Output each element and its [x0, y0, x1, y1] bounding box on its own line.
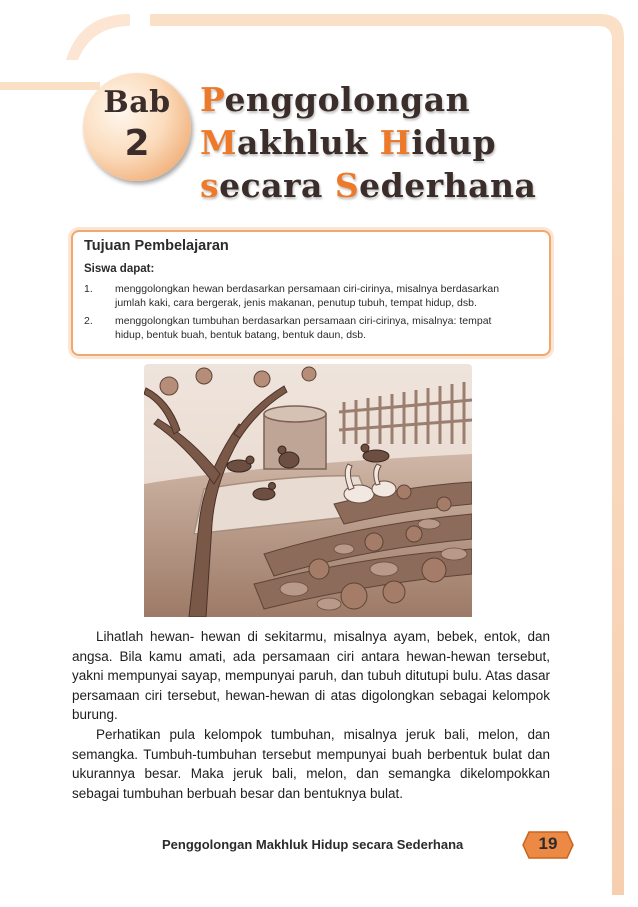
- title-text: idup: [411, 123, 497, 162]
- learning-objectives-box: [71, 230, 551, 356]
- chapter-badge: [83, 73, 191, 181]
- title-initial: P: [200, 80, 225, 119]
- chapter-title-line-3: [200, 166, 536, 205]
- chapter-label: Bab: [103, 85, 171, 120]
- body-paragraph-1: [72, 627, 550, 725]
- chapter-title-line-1: [200, 80, 470, 119]
- objective-number: 1.: [84, 283, 93, 295]
- objectives-subheading: Siswa dapat:: [84, 263, 155, 275]
- title-initial: H: [379, 123, 412, 162]
- objective-item: [84, 314, 542, 344]
- title-text: ederhana: [359, 166, 537, 205]
- chapter-number: 2: [124, 123, 150, 164]
- title-initial: M: [200, 123, 238, 162]
- paragraph-text: Perhatikan pula kelompok tumbuhan, misalnya jeruk bali, melon, dan semangka. Tumbuh-tumbuhan tersebut mempunyai buah berbentuk bulat dan ukurannya besar. Maka jeruk bali, melon, dan semangka dikelompokkan sebagai tumbuhan berbuah besar dan bentuknya bulat.: [72, 727, 550, 801]
- objective-line: jumlah kaki, cara bergerak, jenis makanan, penutup tubuh, tempat hidup, dsb.: [115, 297, 477, 309]
- objective-line: menggolongkan tumbuhan berdasarkan persamaan ciri-cirinya, misalnya: tempat: [115, 315, 492, 327]
- objective-number: 2.: [84, 315, 93, 327]
- title-text: ecara: [219, 166, 335, 205]
- objective-line: menggolongkan hewan berdasarkan persamaan ciri-cirinya, misalnya berdasarkan: [115, 283, 500, 295]
- objective-line: hidup, bentuk buah, bentuk batang, bentuk daun, dsb.: [115, 329, 367, 341]
- farmyard-illustration: [144, 364, 472, 617]
- objective-item: [84, 282, 542, 312]
- page-number-badge: [521, 828, 575, 862]
- paragraph-text: Lihatlah hewan- hewan di sekitarmu, misalnya ayam, bebek, entok, dan angsa. Bila kamu amati, ada persamaan ciri antara hewan-hewan tersebut, yakni mempunyai sayap, mempunyai paruh, dan tubuh ditutupi bulu. Atas dasar persamaan ciri tersebut, hewan-hewan di atas digolongkan sebagai kelompok burung.: [72, 629, 550, 723]
- title-initial: S: [334, 166, 360, 205]
- objectives-heading: Tujuan Pembelajaran: [84, 238, 229, 254]
- title-text: akhluk: [237, 123, 380, 162]
- body-paragraph-2: [72, 725, 550, 803]
- page-number: 19: [538, 834, 558, 853]
- objective-text: [115, 314, 542, 342]
- title-text: enggolongan: [224, 80, 471, 119]
- footer-title: Penggolongan Makhluk Hidup secara Sederhana: [162, 837, 464, 852]
- objective-text: [115, 282, 542, 310]
- chapter-title-line-2: [200, 123, 496, 162]
- title-initial: s: [200, 166, 220, 205]
